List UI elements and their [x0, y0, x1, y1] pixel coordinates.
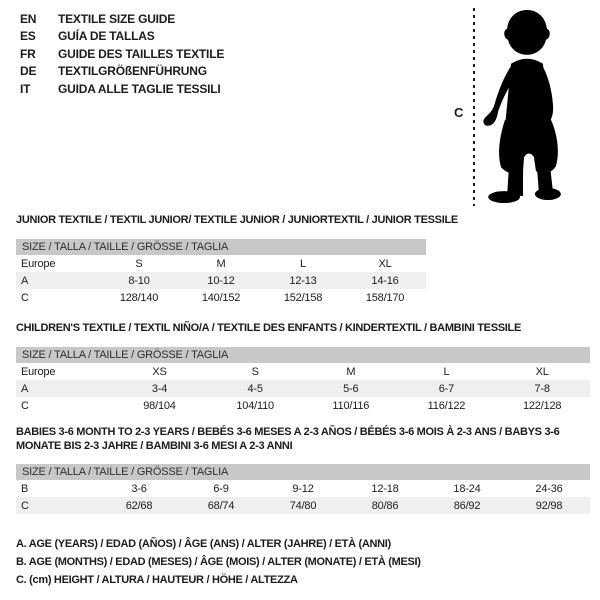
row-label: C	[16, 497, 98, 514]
cell: 140/152	[201, 291, 241, 304]
cell: 128/140	[119, 291, 159, 304]
row-label: A	[16, 272, 98, 289]
cell: XS	[152, 365, 167, 378]
cell: 92/98	[508, 497, 590, 514]
language-title: TEXTILE SIZE GUIDE	[58, 12, 176, 26]
row-label: A	[16, 380, 112, 397]
row-label: C	[21, 399, 29, 412]
cell: 5-6	[303, 380, 399, 397]
cell: 14-16	[344, 272, 426, 289]
cell: M	[346, 365, 356, 378]
cell: 3-6	[131, 482, 147, 495]
table-title: CHILDREN'S TEXTILE / TEXTIL NIÑO/A / TEXTILE DES ENFANTS / KINDERTEXTIL / BAMBINI TESSILE	[16, 322, 521, 334]
size-table-children	[16, 321, 590, 414]
table-row	[16, 363, 590, 380]
cell: 7-8	[494, 380, 590, 397]
cell: 12-13	[262, 272, 344, 289]
language-row	[20, 46, 224, 63]
language-title: TEXTILGRÖßENFÜHRUNG	[58, 64, 207, 79]
cell: 104/110	[236, 399, 274, 412]
row-label: Europe	[21, 365, 56, 378]
language-code: DE	[20, 64, 37, 79]
cell: S	[251, 365, 259, 378]
table-row	[16, 397, 590, 414]
note-height-cm: C. (cm) HEIGHT / ALTURA / HAUTEUR / HÖHE / ALTEZZA	[16, 574, 298, 586]
cell: 9-12	[292, 482, 314, 495]
language-row	[20, 81, 224, 98]
cell: 62/68	[98, 497, 180, 514]
cell: L	[300, 257, 306, 270]
cell: 110/116	[332, 399, 370, 412]
row-label: C	[21, 291, 29, 304]
cell: 6-9	[213, 482, 229, 495]
children-size-table	[16, 347, 590, 414]
cell: 24-36	[535, 482, 563, 495]
size-header-label: SIZE / TALLA / TAILLE / GRÖSSE / TAGLIA	[16, 239, 426, 255]
note-age-months: B. AGE (MONTHS) / EDAD (MESES) / ÂGE (MOIS) / ALTER (MONATE) / ETÀ (MESI)	[16, 556, 421, 568]
babies-size-table	[16, 464, 590, 514]
language-code: IT	[20, 81, 31, 96]
language-code: FR	[20, 46, 36, 61]
cell: 80/86	[344, 497, 426, 514]
size-table-junior	[16, 213, 458, 306]
cell: 10-12	[180, 272, 262, 289]
row-label: B	[21, 482, 29, 495]
cell: 6-7	[399, 380, 495, 397]
size-header-label: SIZE / TALLA / TAILLE / GRÖSSE / TAGLIA	[16, 464, 590, 480]
language-row	[20, 11, 224, 28]
cell: 98/104	[143, 399, 176, 412]
cell: M	[216, 257, 226, 270]
baby-silhouette-icon	[482, 8, 572, 207]
size-header-label: SIZE / TALLA / TAILLE / GRÖSSE / TAGLIA	[16, 347, 590, 363]
language-row	[20, 28, 224, 45]
language-list	[20, 11, 224, 98]
language-row	[20, 63, 224, 80]
table-row	[16, 380, 590, 397]
cell: L	[443, 365, 450, 378]
cell: 4-5	[207, 380, 303, 397]
cell: 158/170	[365, 291, 405, 304]
cell: 74/80	[262, 497, 344, 514]
table-row	[16, 497, 590, 514]
cell: XL	[378, 257, 392, 270]
table-row	[16, 272, 426, 289]
language-code: EN	[20, 12, 37, 26]
height-measure-label: C	[454, 105, 464, 120]
size-table-babies	[16, 425, 590, 514]
language-title: GUÍA DE TALLAS	[58, 29, 155, 44]
cell: 122/128	[522, 399, 562, 412]
table-header-row	[16, 347, 590, 363]
cell: 116/122	[427, 399, 466, 412]
table-header-row	[16, 239, 426, 255]
note-age-years: A. AGE (YEARS) / EDAD (AÑOS) / ÂGE (ANS) / ALTER (JAHRE) / ETÀ (ANNI)	[16, 538, 391, 550]
table-row	[16, 255, 426, 272]
language-title: GUIDA ALLE TAGLIE TESSILI	[58, 81, 221, 96]
legend-notes	[16, 535, 421, 589]
junior-size-table	[16, 239, 426, 306]
cell: XL	[535, 365, 549, 378]
table-row	[16, 480, 590, 497]
table-title: JUNIOR TEXTILE / TEXTIL JUNIOR/ TEXTILE JUNIOR / JUNIORTEXTIL / JUNIOR TESSILE	[16, 214, 458, 226]
cell: 152/158	[283, 291, 323, 304]
height-measure-line	[473, 8, 475, 206]
cell: S	[135, 257, 143, 270]
cell: 18-24	[453, 482, 481, 495]
row-label: Europe	[21, 257, 56, 270]
language-title: GUIDE DES TAILLES TEXTILE	[58, 46, 225, 61]
language-code: ES	[20, 29, 36, 44]
cell: 68/74	[180, 497, 262, 514]
table-title: BABIES 3-6 MONTH TO 2-3 YEARS / BEBÉS 3-6 MESES A 2-3 AÑOS / BÉBÉS 3-6 MOIS À 2-3 ANS / BABYS 3-6 MONATE BIS 2-3 JAHRE / BAMBINI 3-6 MESI A 2-3 ANNI	[16, 426, 560, 452]
table-row	[16, 289, 426, 306]
cell: 8-10	[98, 272, 180, 289]
table-header-row	[16, 464, 590, 480]
cell: 3-4	[112, 380, 208, 397]
cell: 86/92	[426, 497, 508, 514]
cell: 12-18	[371, 482, 399, 495]
